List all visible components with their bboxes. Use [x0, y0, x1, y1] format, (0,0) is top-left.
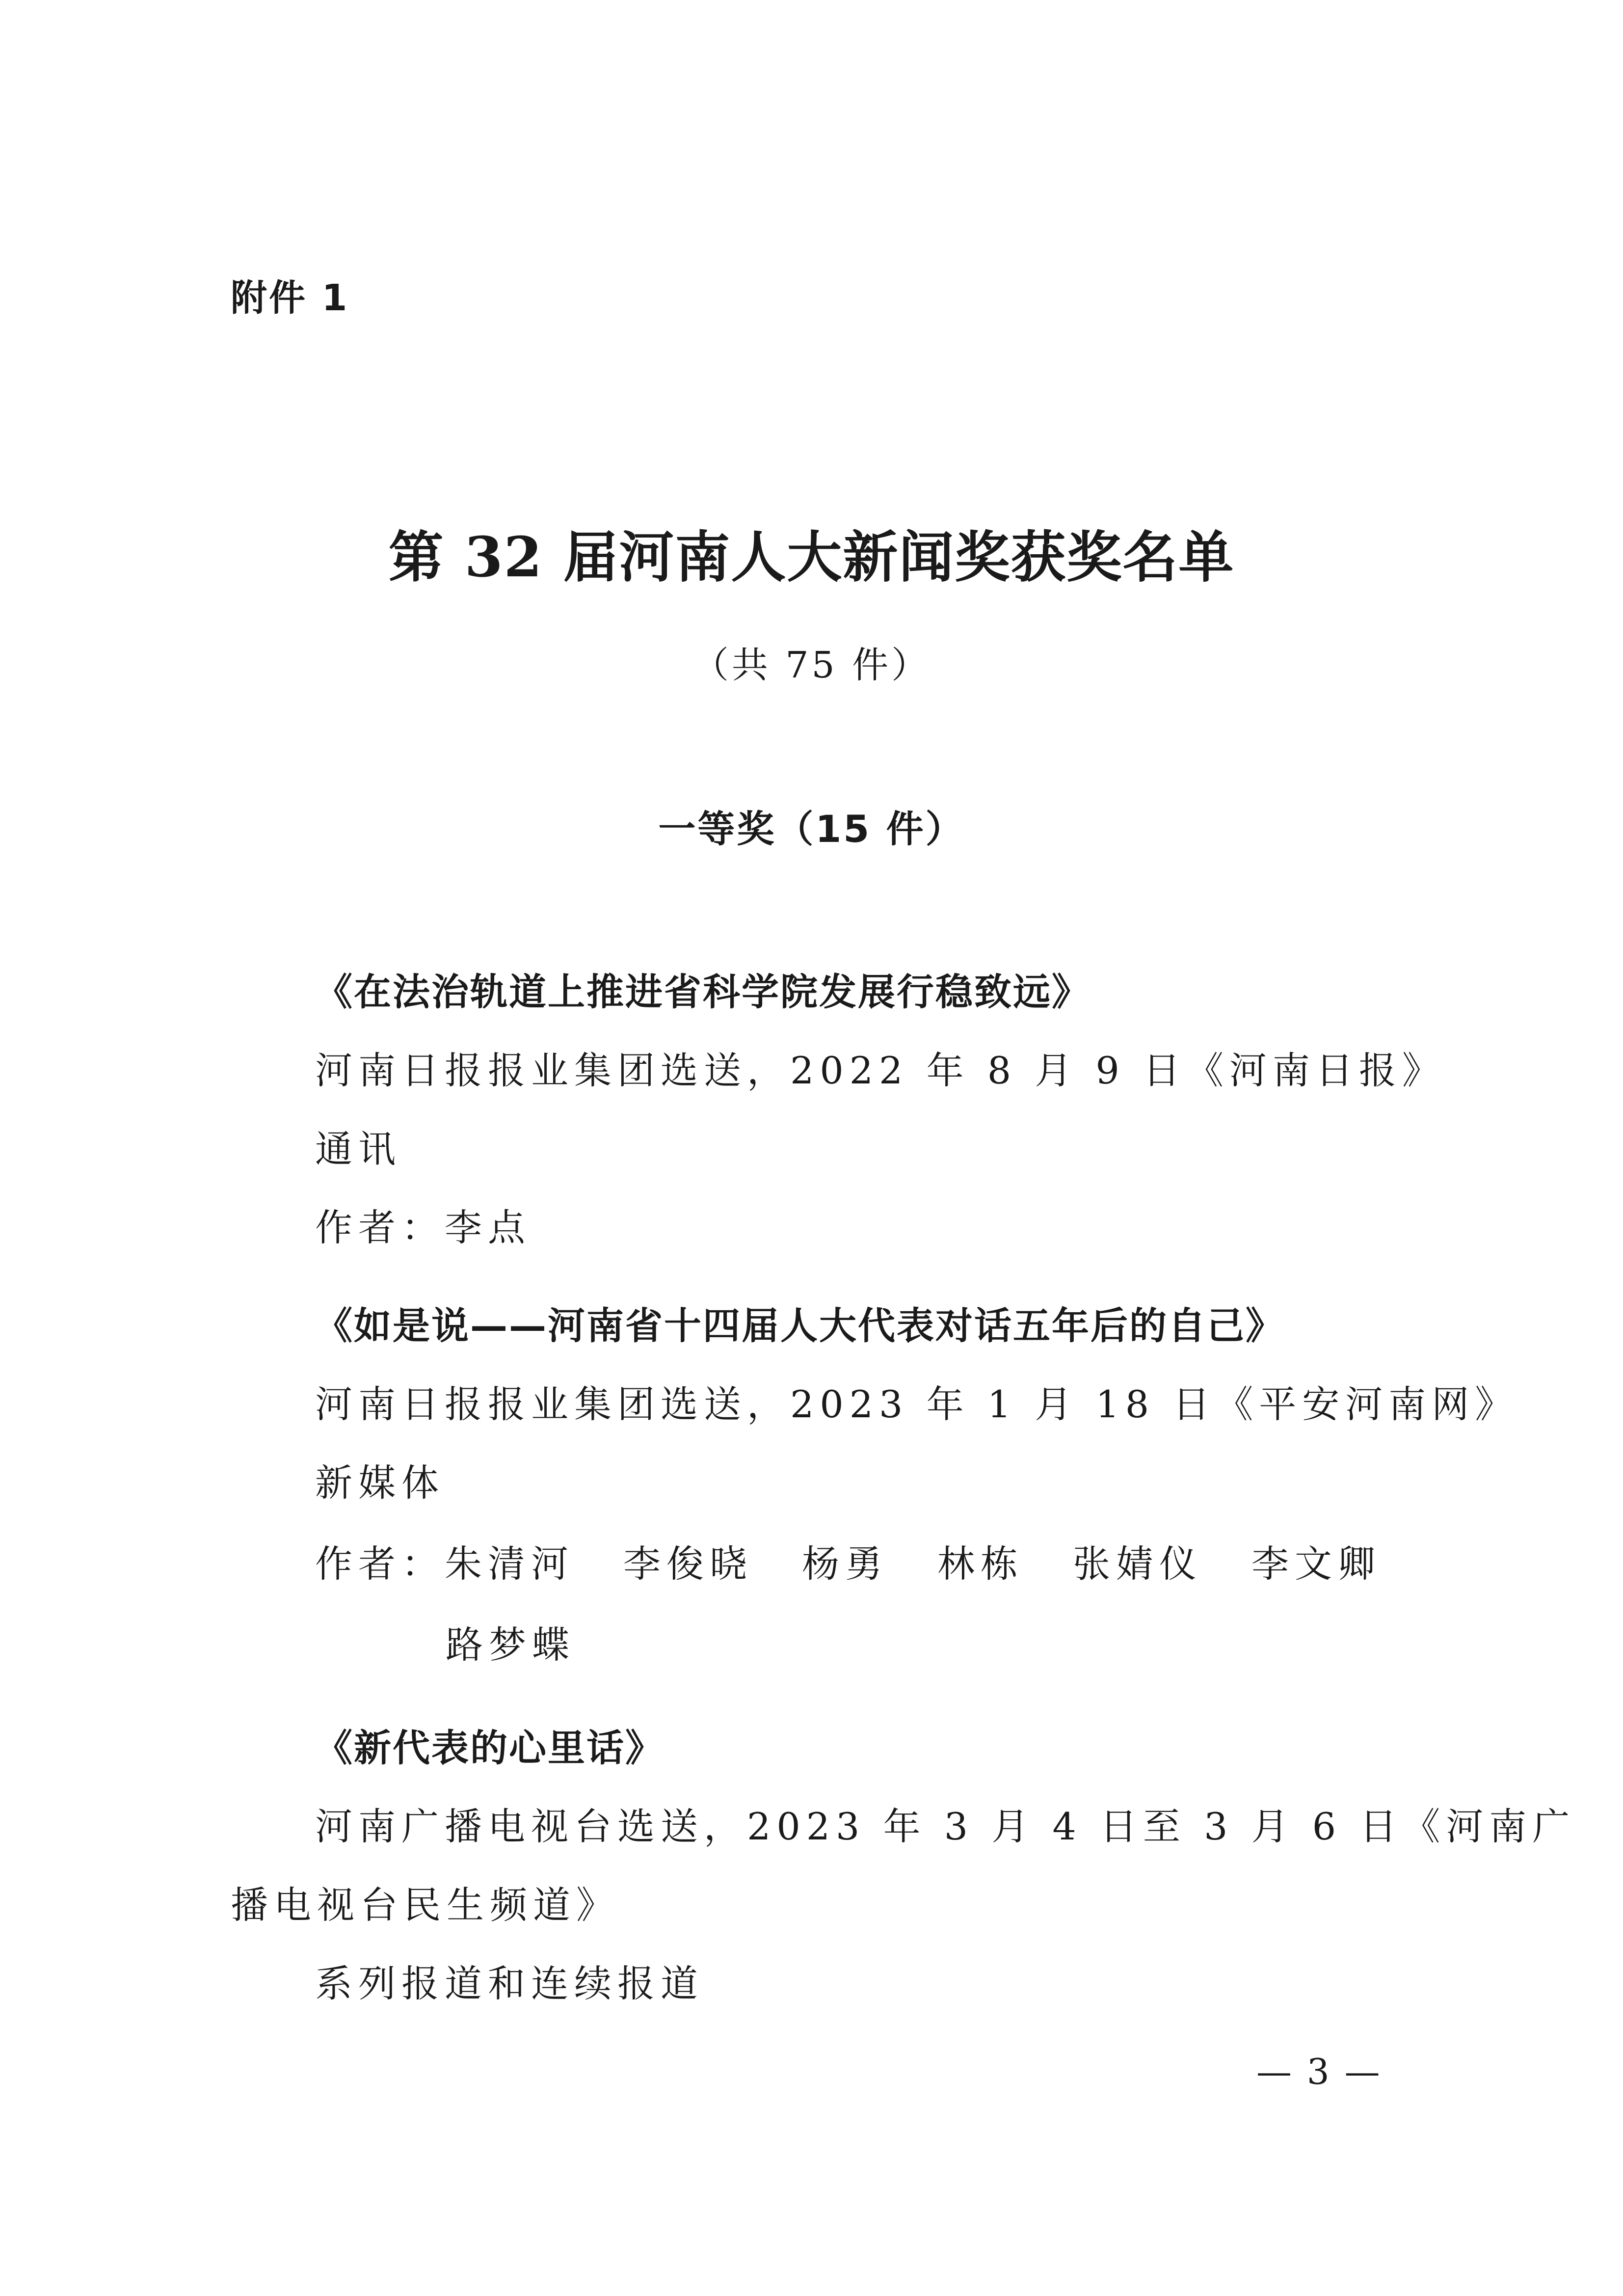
- author-name: 路梦蝶: [446, 1623, 575, 1667]
- section-heading: 一等奖（15 件）: [658, 807, 965, 851]
- author-name: 李点: [445, 1206, 531, 1249]
- entry-source: 河南广播电视台选送，2023 年 3 月 4 日至 3 月 6 日《河南广: [315, 1805, 1576, 1848]
- entry-title: 《在法治轨道上推进省科学院发展行稳致远》: [315, 970, 1091, 1014]
- attachment-label: 附件 1: [231, 277, 349, 319]
- entry-authors: [315, 1534, 1381, 1588]
- entry-category: 新媒体: [315, 1461, 445, 1505]
- author-name: 张婧仪: [1073, 1542, 1202, 1586]
- entry-source: 河南日报报业集团选送，2023 年 1 月 18 日《平安河南网》: [315, 1382, 1518, 1426]
- total-count: （共 75 件）: [692, 644, 931, 686]
- entry-source: 河南日报报业集团选送，2022 年 8 月 9 日《河南日报》: [315, 1049, 1445, 1092]
- author-label: 作者：: [315, 1206, 445, 1249]
- entry-category: 系列报道和连续报道: [315, 1962, 704, 2005]
- entry-authors: [315, 1198, 531, 1251]
- entry-title: 《新代表的心里话》: [315, 1726, 664, 1770]
- author-name: 朱清河: [445, 1542, 574, 1586]
- entry-source-continued: 播电视台民生频道》: [231, 1883, 619, 1927]
- entry-category: 通讯: [315, 1127, 401, 1171]
- author-name: 林栋: [937, 1542, 1024, 1586]
- page-title: 第 32 届河南人大新闻奖获奖名单: [388, 525, 1235, 590]
- entry-title: 《如是说——河南省十四届人大代表对话五年后的自己》: [315, 1304, 1284, 1348]
- author-name: 李俊晓: [623, 1542, 753, 1586]
- page-number: — 3 —: [1256, 2051, 1382, 2092]
- author-name: 杨勇: [802, 1542, 888, 1586]
- author-name: 李文卿: [1251, 1542, 1381, 1586]
- author-label: 作者：: [315, 1542, 445, 1586]
